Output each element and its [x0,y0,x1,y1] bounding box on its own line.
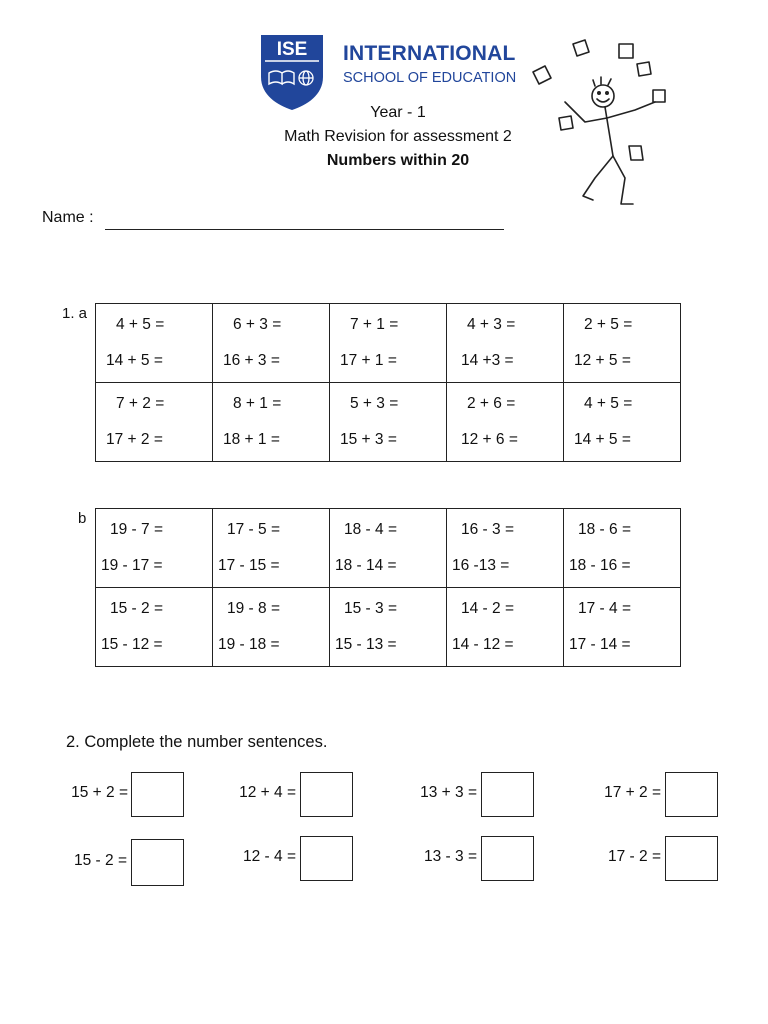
shield-abbr: ISE [276,39,308,60]
q2-answer-box[interactable] [481,836,534,881]
equation-top: 6 + 3 = [233,316,282,333]
equation-bottom: 14 + 5 = [574,431,631,448]
grid-cell [330,588,447,667]
equation-top: 2 + 5 = [584,316,633,333]
q2-equation: 17 + 2 = [604,784,661,801]
q2-equation: 15 - 2 = [74,852,127,869]
grid-cell [330,383,447,462]
equation-bottom: 18 - 16 = [569,557,631,574]
grid-cell [564,588,681,667]
equation-top: 4 + 5 = [584,395,633,412]
equation-bottom: 19 - 18 = [218,636,280,653]
equation-bottom: 15 - 12 = [101,636,163,653]
school-shield-logo [259,33,325,111]
equation-bottom: 17 - 14 = [569,636,631,653]
grid-cell [330,304,447,383]
subtraction-grid [95,508,681,667]
stick-figure-illustration [525,38,675,208]
grid-cell [96,509,213,588]
grid-cell [564,509,681,588]
equation-bottom: 16 + 3 = [223,352,280,369]
equation-top: 7 + 2 = [116,395,165,412]
school-name-line2: SCHOOL OF EDUCATION [343,70,517,86]
equation-top: 18 - 6 = [578,521,631,538]
q2-answer-box[interactable] [481,772,534,817]
q2-equation: 13 - 3 = [424,848,477,865]
q2-answer-box[interactable] [131,839,184,886]
grid-cell [96,383,213,462]
q2-equation: 15 + 2 = [71,784,128,801]
grid-cell [447,383,564,462]
equation-bottom: 17 + 2 = [106,431,163,448]
equation-bottom: 14 + 5 = [106,352,163,369]
grid-cell [564,383,681,462]
q2-answer-box[interactable] [300,772,353,817]
equation-top: 5 + 3 = [350,395,399,412]
equation-bottom: 12 + 5 = [574,352,631,369]
grid-cell [213,509,330,588]
q2-equation: 17 - 2 = [608,848,661,865]
grid-cell [96,304,213,383]
year-heading: Year - 1 [370,104,426,121]
equation-bottom: 16 -13 = [452,557,510,574]
grid-row [96,588,681,667]
question-1a-label: 1. a [62,305,88,322]
equation-bottom: 15 + 3 = [340,431,397,448]
equation-bottom: 14 +3 = [461,352,514,369]
equation-top: 19 - 8 = [227,600,280,617]
q2-answer-box[interactable] [300,836,353,881]
equation-top: 2 + 6 = [467,395,516,412]
addition-grid [95,303,681,462]
grid-cell [447,588,564,667]
equation-top: 17 - 5 = [227,521,280,538]
q2-answer-box[interactable] [131,772,184,817]
equation-bottom: 19 - 17 = [101,557,163,574]
equation-top: 15 - 2 = [110,600,163,617]
equation-top: 16 - 3 = [461,521,514,538]
equation-top: 14 - 2 = [461,600,514,617]
equation-bottom: 15 - 13 = [335,636,397,653]
grid-cell [96,588,213,667]
equation-bottom: 18 - 14 = [335,557,397,574]
equation-top: 18 - 4 = [344,521,397,538]
grid-row [96,304,681,383]
q2-equation: 13 + 3 = [420,784,477,801]
grid-cell [564,304,681,383]
equation-top: 7 + 1 = [350,316,399,333]
equation-bottom: 17 + 1 = [340,352,397,369]
equation-top: 17 - 4 = [578,600,631,617]
school-name-line1: INTERNATIONAL [343,42,516,65]
equation-bottom: 12 + 6 = [461,431,518,448]
equation-bottom: 18 + 1 = [223,431,280,448]
q2-answer-box[interactable] [665,772,718,817]
worksheet-subtitle: Math Revision for assessment 2 [284,128,512,145]
grid-cell [213,383,330,462]
equation-top: 4 + 5 = [116,316,165,333]
question-1b-label: b [78,510,87,527]
grid-row [96,383,681,462]
grid-cell [213,304,330,383]
worksheet-topic: Numbers within 20 [326,152,470,169]
name-label: Name : [42,209,94,226]
equation-bottom: 17 - 15 = [218,557,280,574]
equation-bottom: 14 - 12 = [452,636,514,653]
q2-equation: 12 - 4 = [243,848,296,865]
q2-answer-box[interactable] [665,836,718,881]
question-2-title: 2. Complete the number sentences. [66,733,328,751]
grid-cell [330,509,447,588]
equation-top: 15 - 3 = [344,600,397,617]
grid-row [96,509,681,588]
grid-cell [447,509,564,588]
equation-top: 8 + 1 = [233,395,282,412]
equation-top: 19 - 7 = [110,521,163,538]
grid-cell [447,304,564,383]
grid-cell [213,588,330,667]
q2-equation: 12 + 4 = [239,784,296,801]
name-input-line[interactable] [105,229,504,230]
equation-top: 4 + 3 = [467,316,516,333]
